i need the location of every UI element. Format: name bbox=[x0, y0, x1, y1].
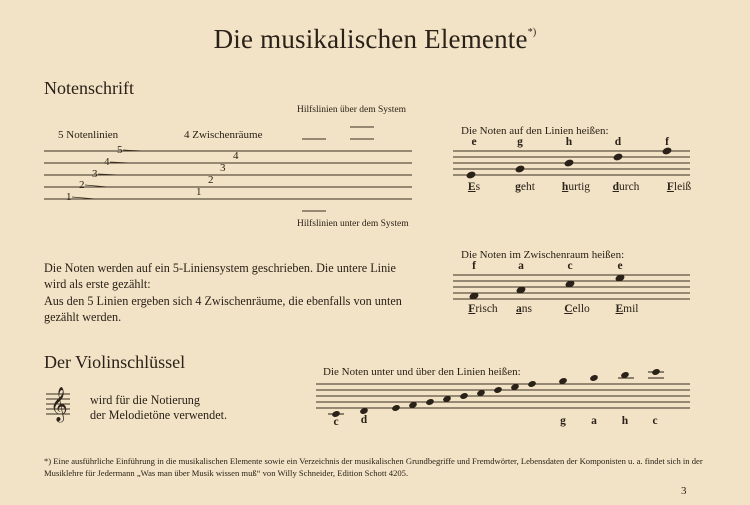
notehead bbox=[466, 170, 477, 179]
treble-clef-icon: 𝄞 bbox=[50, 387, 68, 422]
space-number-1: 1 bbox=[196, 186, 202, 198]
mnemonic-word: Fleiß bbox=[666, 181, 692, 193]
space-number-3: 3 bbox=[220, 162, 226, 174]
staff-notenschrift bbox=[44, 151, 412, 199]
note-letter: d bbox=[360, 414, 368, 426]
notehead bbox=[651, 368, 660, 376]
notehead bbox=[564, 158, 575, 167]
staff-notes-in-spaces bbox=[453, 275, 690, 299]
space-number-4: 4 bbox=[233, 150, 239, 162]
label-five-lines: 5 Notenlinien bbox=[58, 129, 119, 141]
line-number-5: 5 bbox=[117, 144, 123, 156]
line-number-2: 2 bbox=[79, 179, 85, 191]
page-number: 3 bbox=[681, 485, 687, 497]
section-heading-violinschluessel: Der Violinschlüssel bbox=[44, 352, 186, 372]
mnemonic-word: ans bbox=[516, 303, 532, 315]
staff-clef bbox=[46, 394, 70, 414]
notehead bbox=[515, 164, 526, 173]
mnemonic-word: Cello bbox=[564, 303, 590, 315]
notehead bbox=[527, 380, 536, 388]
mnemonic-word: Emil bbox=[615, 303, 639, 315]
space-number-2: 2 bbox=[208, 174, 214, 186]
note-letter: e bbox=[471, 136, 477, 148]
note-letter: f bbox=[665, 136, 669, 148]
staff-notes-below-above bbox=[316, 372, 690, 414]
notehead bbox=[589, 374, 598, 382]
notehead bbox=[613, 152, 624, 161]
notehead bbox=[425, 398, 434, 406]
note-letter: a bbox=[518, 260, 524, 272]
note-letter: a bbox=[591, 415, 597, 427]
mnemonic-word: durch bbox=[612, 181, 640, 193]
clef-description-line2: der Melodietöne verwendet. bbox=[90, 408, 228, 422]
note-letter: g bbox=[560, 415, 566, 427]
note-letter: c bbox=[567, 260, 573, 272]
caption-notes-on-lines: Die Noten auf den Linien heißen: bbox=[461, 125, 609, 137]
ledger-lines bbox=[302, 127, 374, 211]
label-four-spaces: 4 Zwischenräume bbox=[184, 129, 263, 141]
mnemonic-word: Frisch bbox=[468, 303, 498, 315]
notehead bbox=[493, 386, 502, 394]
section-heading-notenschrift: Notenschrift bbox=[44, 78, 134, 98]
note-letter: h bbox=[621, 415, 629, 427]
notehead bbox=[331, 410, 340, 418]
mnemonic-word: hurtig bbox=[561, 181, 591, 193]
note-letter: c bbox=[652, 415, 658, 427]
line-number-3: 3 bbox=[92, 168, 98, 180]
label-ledger-lines-below: Hilfslinien unter dem System bbox=[297, 219, 409, 229]
line-number-4: 4 bbox=[104, 156, 110, 168]
mnemonic-word: geht bbox=[515, 181, 535, 193]
note-letter: h bbox=[565, 136, 573, 148]
notehead bbox=[459, 392, 468, 400]
page-title: Die musikalischen Elemente*) bbox=[213, 24, 537, 54]
notehead bbox=[391, 404, 400, 412]
line-number-1: 1 bbox=[66, 191, 72, 203]
note-letter: f bbox=[472, 260, 476, 272]
paragraph-lines: Die Noten werden auf ein 5-Liniensystem geschrieben. Die untere Linie wird als erste gezählt: bbox=[44, 261, 396, 291]
clef-description-line1: wird für die Notierung bbox=[90, 393, 200, 407]
note-letter: g bbox=[517, 136, 523, 148]
caption-notes-below-above: Die Noten unter und über den Linien heißen: bbox=[323, 366, 521, 378]
notehead bbox=[662, 146, 673, 155]
note-letter: e bbox=[617, 260, 623, 272]
paragraph-spaces: Aus den 5 Linien ergeben sich 4 Zwischenräume, die ebenfalls von unten gezählt werden. bbox=[44, 294, 402, 324]
label-ledger-lines-above: Hilfslinien über dem System bbox=[297, 105, 406, 115]
mnemonic-word: Es bbox=[467, 181, 481, 193]
caption-notes-in-spaces: Die Noten im Zwischenraum heißen: bbox=[461, 249, 625, 261]
note-letter: d bbox=[614, 136, 622, 148]
footnote: *) Eine ausführliche Einführung in die musikalischen Elemente sowie ein Verzeichnis der musikalischen Grundbegriffe und Fremdwörter, Lebensdaten der Komponisten u. a. findet sich in der Musiklehre für Jedermann „Was man über Musik wissen muß“ von Willy Schneider, Edition Schott 4205. bbox=[44, 456, 703, 478]
note-letter: c bbox=[333, 416, 339, 428]
